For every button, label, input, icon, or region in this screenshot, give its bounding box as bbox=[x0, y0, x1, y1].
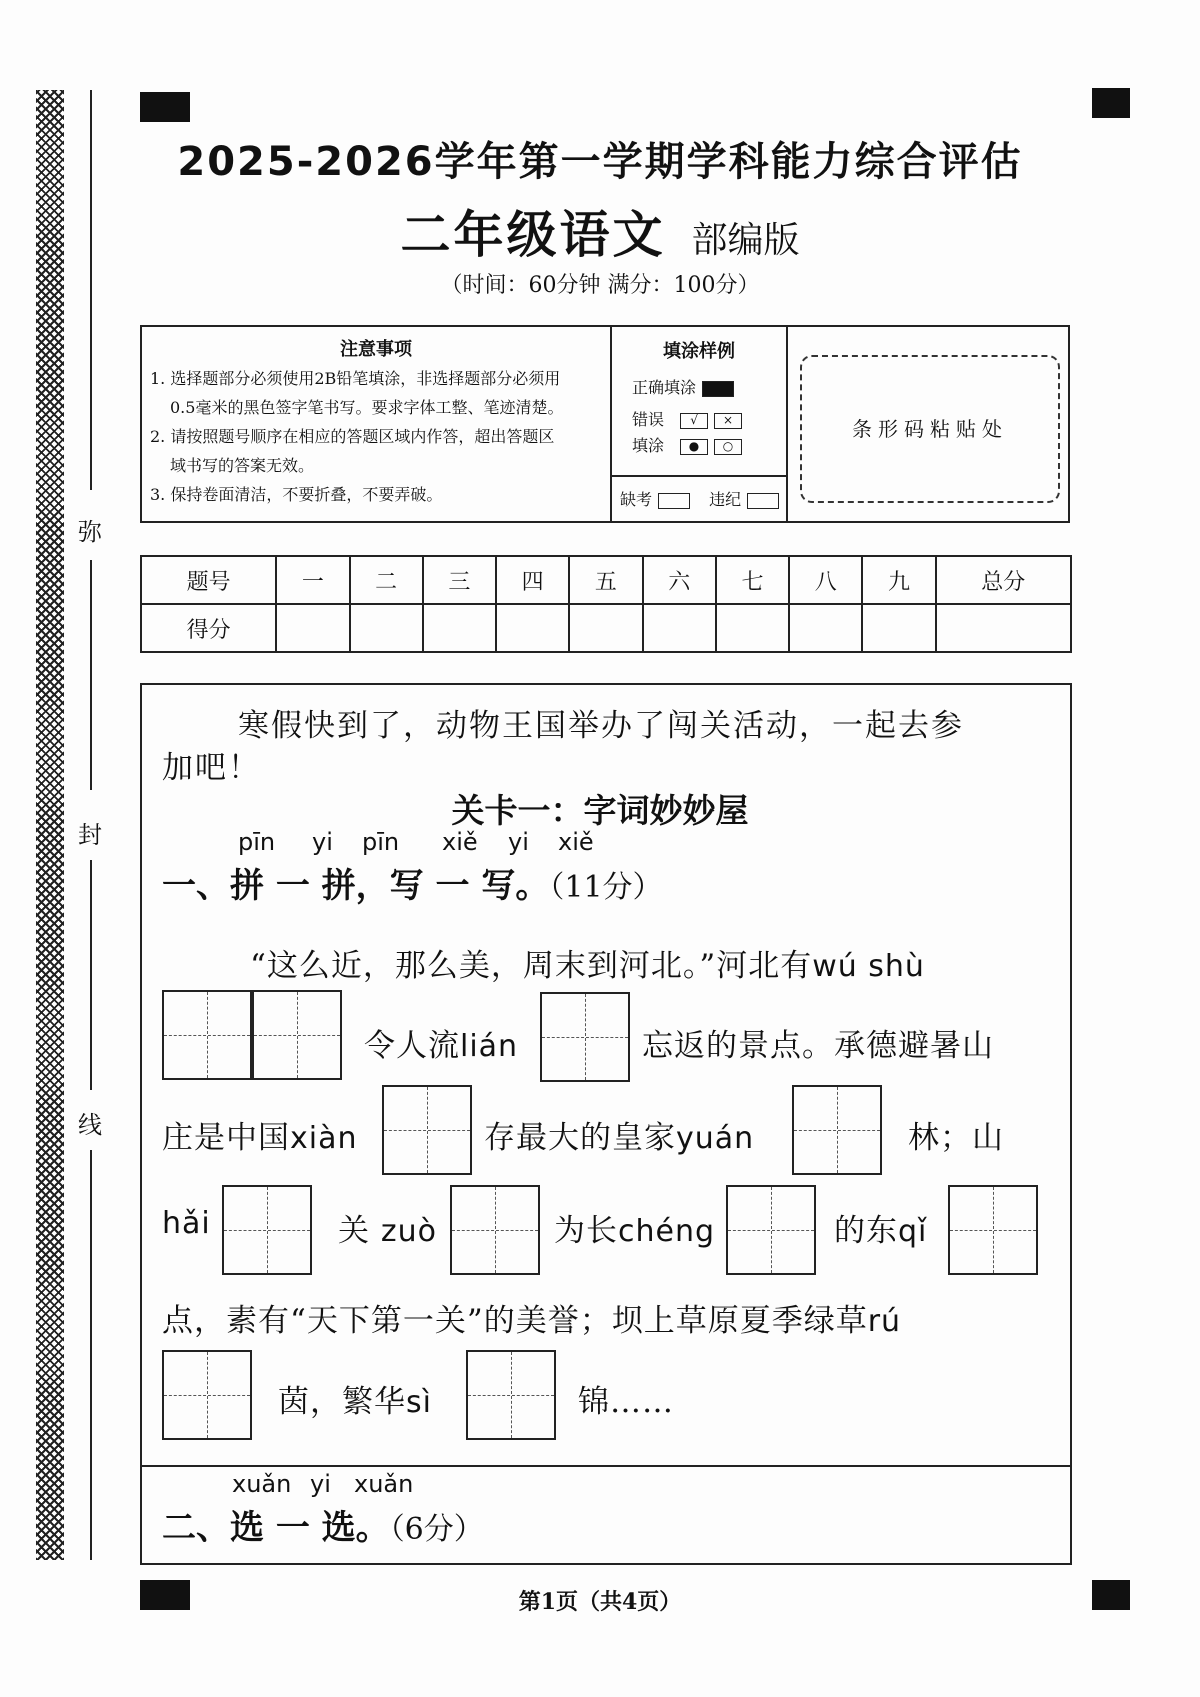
score-table-header: 二 bbox=[350, 556, 423, 604]
score-table-header: 七 bbox=[716, 556, 789, 604]
score-cell[interactable] bbox=[423, 604, 496, 652]
registration-mark-top-left bbox=[140, 92, 190, 122]
score-cell[interactable] bbox=[862, 604, 935, 652]
writing-grid[interactable] bbox=[792, 1085, 882, 1175]
score-table-header: 八 bbox=[789, 556, 862, 604]
correct-fill-row bbox=[632, 375, 734, 398]
pinyin-prompt: rú bbox=[867, 1304, 902, 1339]
fill-section-divider bbox=[612, 475, 786, 477]
section-1-title: 关卡一：字词妙妙屋 bbox=[451, 791, 749, 830]
correct-fill-label: 正确填涂 bbox=[632, 378, 697, 397]
passage-text: 存最大的皇家 bbox=[484, 1120, 676, 1156]
seal-line-segment bbox=[90, 560, 92, 790]
score-table-header: 三 bbox=[423, 556, 496, 604]
score-cell[interactable] bbox=[716, 604, 789, 652]
score-table-header: 一 bbox=[276, 556, 349, 604]
score-cell[interactable] bbox=[496, 604, 569, 652]
x-mark-icon: × bbox=[714, 413, 742, 429]
question-1-label: 一、拼 一 拼，写 一 写。 bbox=[162, 866, 550, 906]
pinyin-pin-1: pīn bbox=[238, 828, 276, 856]
absent-label: 缺考 bbox=[620, 490, 653, 509]
absent-checkbox[interactable] bbox=[658, 493, 690, 509]
seal-line-segment bbox=[90, 860, 92, 1090]
passage-text: 茵，繁华 bbox=[278, 1384, 406, 1420]
fill-example-heading: 填涂样例 bbox=[663, 341, 735, 362]
pinyin-xie-2: xiě bbox=[558, 828, 594, 856]
pinyin-prompt: hǎi bbox=[162, 1206, 211, 1241]
page-footer: 第1页（共4页） bbox=[518, 1589, 682, 1615]
score-cell[interactable] bbox=[350, 604, 423, 652]
circle-mark-icon: ○ bbox=[714, 439, 742, 455]
pinyin-prompt: yuán bbox=[676, 1121, 755, 1156]
question-2-points: （6分） bbox=[389, 1512, 484, 1547]
score-table-header: 总分 bbox=[936, 556, 1071, 604]
seal-char-mi: 弥 bbox=[78, 518, 102, 546]
passage-line-1 bbox=[162, 940, 925, 985]
intro-line-2: 加吧！ bbox=[162, 750, 261, 786]
check-mark-icon: √ bbox=[680, 413, 708, 429]
pinyin-prompt: zuò bbox=[380, 1214, 437, 1249]
passage-line-4c bbox=[554, 1205, 715, 1250]
passage-line-6a bbox=[278, 1376, 432, 1421]
score-table-header: 九 bbox=[862, 556, 935, 604]
pinyin-yi-2: yi bbox=[508, 828, 529, 856]
violation-label: 违纪 bbox=[709, 490, 742, 509]
edition-name: 部编版 bbox=[691, 220, 800, 261]
pinyin-xuan-1: xuǎn bbox=[232, 1470, 292, 1498]
passage-text: 点，素有“天下第一关”的美誉；坝上草原夏季绿草 bbox=[162, 1303, 868, 1339]
passage-line-2b: 忘返的景点。承德避暑山 bbox=[642, 1028, 994, 1064]
passage-line-6b: 锦…… bbox=[578, 1384, 674, 1420]
score-cell[interactable] bbox=[643, 604, 716, 652]
passage-text: 为长 bbox=[554, 1213, 618, 1249]
question-1-heading bbox=[162, 828, 663, 907]
passage-line-4d bbox=[834, 1205, 927, 1250]
passage-line-4a bbox=[162, 1205, 211, 1241]
exam-title: 2025-2026学年第一学期学科能力综合评估 bbox=[177, 139, 1023, 185]
pinyin-xuan-2: xuǎn bbox=[354, 1470, 414, 1498]
score-table-header: 五 bbox=[569, 556, 642, 604]
score-table-header: 题号 bbox=[141, 556, 276, 604]
question-divider bbox=[140, 1465, 1072, 1467]
exam-subtitle bbox=[0, 195, 1200, 267]
passage-text: 关 bbox=[338, 1213, 370, 1249]
wrong-fill-row-2 bbox=[632, 433, 742, 456]
pinyin-yi-3: yi bbox=[310, 1470, 331, 1498]
writing-grid[interactable] bbox=[466, 1350, 556, 1440]
intro-line-1 bbox=[162, 700, 964, 745]
score-cell[interactable] bbox=[569, 604, 642, 652]
score-cell[interactable] bbox=[936, 604, 1071, 652]
score-table-header: 四 bbox=[496, 556, 569, 604]
wrong-fill-label-1: 错误 bbox=[632, 410, 665, 429]
pinyin-prompt: wú shù bbox=[812, 949, 925, 984]
passage-line-3c: 林；山 bbox=[908, 1120, 1004, 1156]
writing-grid[interactable] bbox=[252, 990, 342, 1080]
seal-line-segment bbox=[90, 1150, 92, 1560]
passage-text: 庄是中国 bbox=[162, 1120, 290, 1156]
question-number-row bbox=[141, 556, 1071, 604]
correct-fill-sample bbox=[702, 381, 734, 397]
pinyin-xie-1: xiě bbox=[442, 828, 478, 856]
pinyin-prompt: chéng bbox=[618, 1214, 716, 1249]
writing-grid[interactable] bbox=[162, 1350, 252, 1440]
wrong-fill-row-1 bbox=[632, 407, 742, 430]
score-cell[interactable] bbox=[789, 604, 862, 652]
pinyin-prompt: qǐ bbox=[898, 1214, 928, 1249]
notice-section bbox=[142, 327, 612, 521]
score-row bbox=[141, 604, 1071, 652]
fill-example-section bbox=[612, 327, 788, 521]
notice-item-3: 3. 保持卷面清洁，不要折叠，不要弄破。 bbox=[150, 485, 443, 504]
seal-char-xian: 线 bbox=[78, 1111, 102, 1139]
dot-mark-icon: ● bbox=[680, 439, 708, 455]
passage-line-4b bbox=[338, 1205, 437, 1250]
subject-name: 二年级语文 bbox=[400, 205, 666, 264]
pinyin-pin-2: pīn bbox=[362, 828, 400, 856]
time-and-score-info: （时间：60分钟 满分：100分） bbox=[440, 273, 760, 298]
writing-grid[interactable] bbox=[540, 992, 630, 1082]
passage-line-5 bbox=[162, 1295, 901, 1340]
intro-text-1: 寒假快到了，动物王国举办了闯关活动，一起去参 bbox=[238, 708, 964, 744]
pinyin-yi-1: yi bbox=[312, 828, 333, 856]
absent-violation-row bbox=[620, 487, 779, 510]
pinyin-prompt: xiàn bbox=[290, 1121, 358, 1156]
score-table-header: 六 bbox=[643, 556, 716, 604]
registration-mark-top-right bbox=[1092, 88, 1130, 118]
wrong-fill-label-2: 填涂 bbox=[632, 436, 665, 455]
passage-line-3b bbox=[484, 1112, 754, 1157]
writing-grid[interactable] bbox=[726, 1185, 816, 1275]
score-row-label: 得分 bbox=[141, 604, 276, 652]
question-2-heading bbox=[162, 1470, 484, 1549]
passage-text: “这么近，那么美，周末到河北。”河北有 bbox=[250, 948, 813, 984]
writing-grid[interactable] bbox=[382, 1085, 472, 1175]
notice-item-2: 2. 请按照题号顺序在相应的答题区域内作答，超出答题区 bbox=[150, 427, 555, 446]
violation-checkbox[interactable] bbox=[747, 493, 779, 509]
seal-char-feng: 封 bbox=[78, 821, 102, 849]
notice-heading: 注意事项 bbox=[340, 339, 412, 360]
question-2-label: 二、选 一 选。 bbox=[162, 1508, 390, 1548]
score-table bbox=[140, 555, 1072, 653]
barcode-area: 条形码粘贴处 bbox=[800, 355, 1060, 503]
question-1-points: （11分） bbox=[549, 870, 663, 905]
writing-grid[interactable] bbox=[450, 1185, 540, 1275]
notice-item-1: 1. 选择题部分必须使用2B铅笔填涂，非选择题部分必须用 bbox=[150, 369, 561, 388]
score-cell[interactable] bbox=[276, 604, 349, 652]
pinyin-prompt: lián bbox=[460, 1029, 519, 1064]
passage-line-3a bbox=[162, 1112, 358, 1157]
notice-item-1-cont: 0.5毫米的黑色签字笔书写。要求字体工整、笔迹清楚。 bbox=[170, 398, 564, 417]
passage-text: 的东 bbox=[834, 1213, 898, 1249]
writing-grid[interactable] bbox=[162, 990, 252, 1080]
writing-grid[interactable] bbox=[948, 1185, 1038, 1275]
notice-box bbox=[140, 325, 1070, 523]
passage-line-2a bbox=[364, 1020, 518, 1065]
passage-text: 令人流 bbox=[364, 1028, 460, 1064]
notice-item-2-cont: 域书写的答案无效。 bbox=[170, 456, 315, 475]
writing-grid[interactable] bbox=[222, 1185, 312, 1275]
pinyin-prompt: sì bbox=[406, 1385, 432, 1420]
